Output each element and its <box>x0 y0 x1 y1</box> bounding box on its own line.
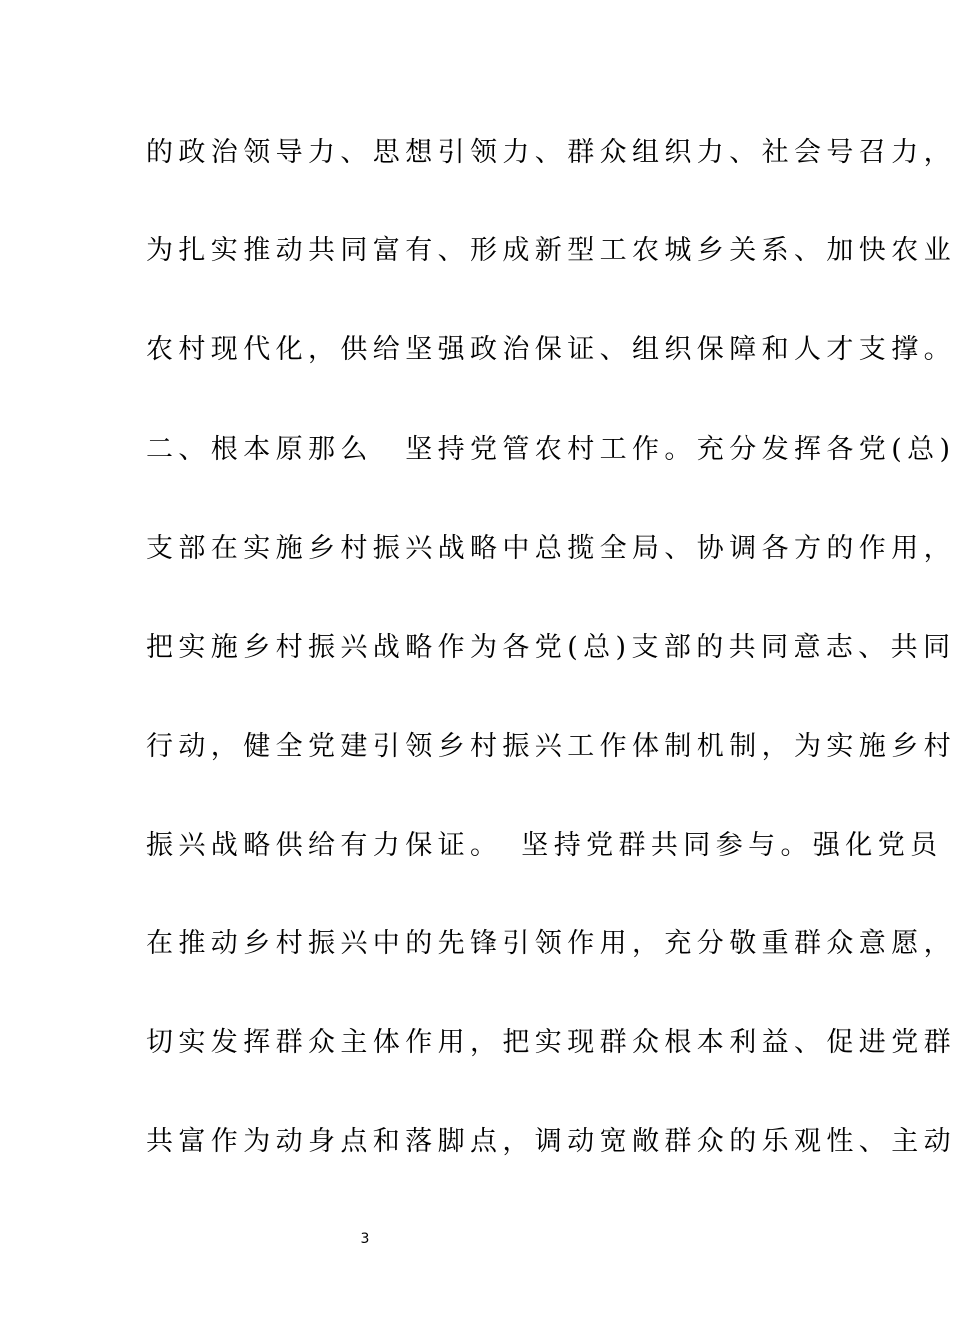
body-text-line: 振兴战略供给有力保证。 坚持党群共同参与。强化党员 <box>146 830 943 861</box>
body-text-line: 共富作为动身点和落脚点，调动宽敞群众的乐观性、主动 <box>146 1126 956 1157</box>
page-number: 3 <box>360 1231 370 1247</box>
body-text-line: 农村现代化，供给坚强政治保证、组织保障和人才支撑。 <box>146 334 956 365</box>
body-text-line: 为扎实推动共同富有、形成新型工农城乡关系、加快农业 <box>146 235 956 266</box>
body-text-line: 行动，健全党建引领乡村振兴工作体制机制，为实施乡村 <box>146 731 956 762</box>
body-text-line: 的政治领导力、思想引领力、群众组织力、社会号召力， <box>146 137 956 168</box>
body-text-line: 二、根本原那么 坚持党管农村工作。充分发挥各党(总) <box>146 434 956 465</box>
body-text-line: 支部在实施乡村振兴战略中总揽全局、协调各方的作用， <box>146 533 956 564</box>
body-text-line: 把实施乡村振兴战略作为各党(总)支部的共同意志、共同 <box>146 632 956 663</box>
body-text-line: 切实发挥群众主体作用，把实现群众根本利益、促进党群 <box>146 1027 956 1058</box>
body-text-line: 在推动乡村振兴中的先锋引领作用，充分敬重群众意愿， <box>146 928 956 959</box>
